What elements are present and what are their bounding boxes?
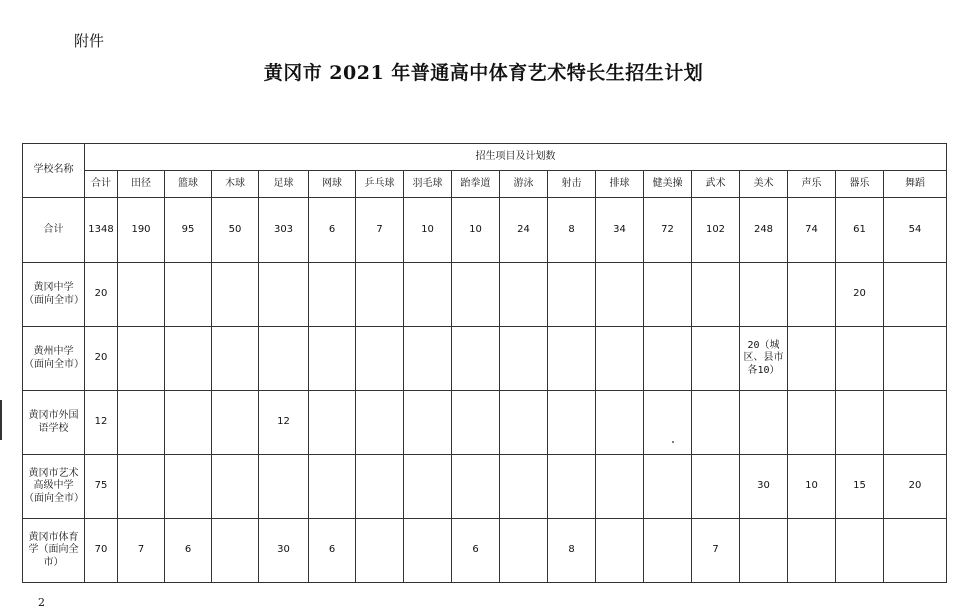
plan-cell: 7 (356, 198, 404, 263)
plan-cell (356, 327, 404, 391)
plan-cell: 6 (452, 519, 500, 583)
enrollment-plan-table (22, 143, 947, 583)
column-header: 武术 (692, 171, 740, 198)
plan-cell: 72 (644, 198, 692, 263)
plan-cell: 24 (500, 198, 548, 263)
plan-cell (212, 263, 259, 327)
plan-cell: 248 (740, 198, 788, 263)
plan-cell (500, 455, 548, 519)
plan-cell (404, 455, 452, 519)
school-name-cell: 黄冈市体育学（面向全市） (23, 519, 85, 583)
plan-cell (596, 455, 644, 519)
column-header: 声乐 (788, 171, 836, 198)
plan-cell (309, 391, 356, 455)
document-title: 黄冈市 2021 年普通高中体育艺术特长生招生计划 (263, 62, 704, 84)
column-header: 舞蹈 (884, 171, 947, 198)
plan-cell: 95 (165, 198, 212, 263)
plan-cell: 15 (836, 455, 884, 519)
school-name-cell: 合计 (23, 198, 85, 263)
plan-cell (788, 391, 836, 455)
plan-cell: 7 (118, 519, 165, 583)
plan-cell (212, 519, 259, 583)
plan-cell: 34 (596, 198, 644, 263)
plan-cell (692, 391, 740, 455)
items-group-header: 招生项目及计划数 (85, 144, 947, 171)
plan-cell: 61 (836, 198, 884, 263)
plan-cell (596, 327, 644, 391)
plan-cell (165, 391, 212, 455)
total-row (23, 198, 947, 263)
column-header: 美术 (740, 171, 788, 198)
plan-cell (500, 327, 548, 391)
plan-cell: 6 (165, 519, 212, 583)
plan-cell: 8 (548, 519, 596, 583)
plan-cell (309, 455, 356, 519)
plan-cell (788, 519, 836, 583)
attachment-label: 附件 (74, 32, 105, 50)
column-header: 田径 (118, 171, 165, 198)
plan-cell: 7 (692, 519, 740, 583)
plan-cell (404, 327, 452, 391)
plan-cell (212, 391, 259, 455)
plan-cell (548, 391, 596, 455)
plan-cell (740, 519, 788, 583)
plan-cell (596, 263, 644, 327)
plan-cell (452, 455, 500, 519)
plan-cell (404, 263, 452, 327)
plan-cell (118, 455, 165, 519)
plan-cell (644, 263, 692, 327)
plan-cell: 50 (212, 198, 259, 263)
plan-cell: 12 (259, 391, 309, 455)
plan-cell (452, 391, 500, 455)
plan-cell (118, 391, 165, 455)
column-header: 健美操 (644, 171, 692, 198)
column-header: 乒乓球 (356, 171, 404, 198)
plan-cell (644, 391, 692, 455)
column-header: 足球 (259, 171, 309, 198)
plan-cell (788, 327, 836, 391)
school-name-header: 学校名称 (23, 144, 85, 198)
plan-cell: 190 (118, 198, 165, 263)
plan-cell (356, 519, 404, 583)
plan-cell (165, 327, 212, 391)
plan-cell (259, 263, 309, 327)
plan-cell (548, 327, 596, 391)
plan-cell (259, 327, 309, 391)
plan-cell (548, 263, 596, 327)
plan-cell: 6 (309, 519, 356, 583)
plan-cell (692, 455, 740, 519)
table-row (23, 391, 947, 455)
plan-cell (644, 519, 692, 583)
column-header: 排球 (596, 171, 644, 198)
plan-cell: 20 (836, 263, 884, 327)
plan-cell (356, 263, 404, 327)
plan-cell (692, 327, 740, 391)
plan-cell (884, 519, 947, 583)
plan-cell (404, 519, 452, 583)
plan-cell (644, 455, 692, 519)
plan-cell (884, 391, 947, 455)
column-header: 木球 (212, 171, 259, 198)
plan-cell (212, 327, 259, 391)
plan-cell (884, 263, 947, 327)
plan-cell (500, 263, 548, 327)
plan-cell (548, 455, 596, 519)
plan-cell (259, 455, 309, 519)
plan-cell (309, 263, 356, 327)
plan-cell (884, 327, 947, 391)
plan-cell (596, 519, 644, 583)
plan-cell (404, 391, 452, 455)
column-header: 羽毛球 (404, 171, 452, 198)
plan-cell (165, 455, 212, 519)
column-header: 合计 (85, 171, 118, 198)
plan-cell (740, 263, 788, 327)
plan-cell: 20 (85, 327, 118, 391)
plan-cell: 70 (85, 519, 118, 583)
plan-cell (500, 519, 548, 583)
table-row (23, 327, 947, 391)
plan-cell: 30 (740, 455, 788, 519)
plan-cell: 10 (452, 198, 500, 263)
column-header: 网球 (309, 171, 356, 198)
plan-cell (740, 391, 788, 455)
plan-cell (836, 519, 884, 583)
plan-cell (788, 263, 836, 327)
plan-cell (118, 263, 165, 327)
page-edge-mark (0, 400, 6, 440)
plan-cell (212, 455, 259, 519)
plan-cell (165, 263, 212, 327)
plan-cell: 30 (259, 519, 309, 583)
plan-cell: 12 (85, 391, 118, 455)
plan-cell (500, 391, 548, 455)
plan-cell (644, 327, 692, 391)
column-header: 篮球 (165, 171, 212, 198)
plan-cell: 10 (404, 198, 452, 263)
plan-cell: 6 (309, 198, 356, 263)
table-row (23, 263, 947, 327)
school-name-cell: 黄冈市外国语学校 (23, 391, 85, 455)
school-name-cell: 黄冈中学（面向全市） (23, 263, 85, 327)
plan-cell: 75 (85, 455, 118, 519)
page-number: 2 (38, 596, 45, 609)
plan-cell: 74 (788, 198, 836, 263)
table-row (23, 519, 947, 583)
plan-cell (118, 327, 165, 391)
column-header: 射击 (548, 171, 596, 198)
plan-cell: 1348 (85, 198, 118, 263)
plan-cell (452, 263, 500, 327)
school-name-cell: 黄冈市艺术高级中学（面向全市） (23, 455, 85, 519)
plan-cell (836, 391, 884, 455)
plan-cell: 54 (884, 198, 947, 263)
plan-cell (309, 327, 356, 391)
column-header: 跆拳道 (452, 171, 500, 198)
plan-cell (836, 327, 884, 391)
plan-cell: 102 (692, 198, 740, 263)
plan-cell: 20 (85, 263, 118, 327)
school-name-cell: 黄州中学（面向全市） (23, 327, 85, 391)
plan-cell (596, 391, 644, 455)
plan-cell: 20 (884, 455, 947, 519)
plan-cell: 20（城区、县市各10） (740, 327, 788, 391)
plan-cell (452, 327, 500, 391)
plan-cell: 10 (788, 455, 836, 519)
plan-cell: 303 (259, 198, 309, 263)
plan-cell (356, 391, 404, 455)
table-row (23, 455, 947, 519)
plan-cell: 8 (548, 198, 596, 263)
column-header: 器乐 (836, 171, 884, 198)
column-header: 游泳 (500, 171, 548, 198)
plan-cell (356, 455, 404, 519)
plan-cell (692, 263, 740, 327)
